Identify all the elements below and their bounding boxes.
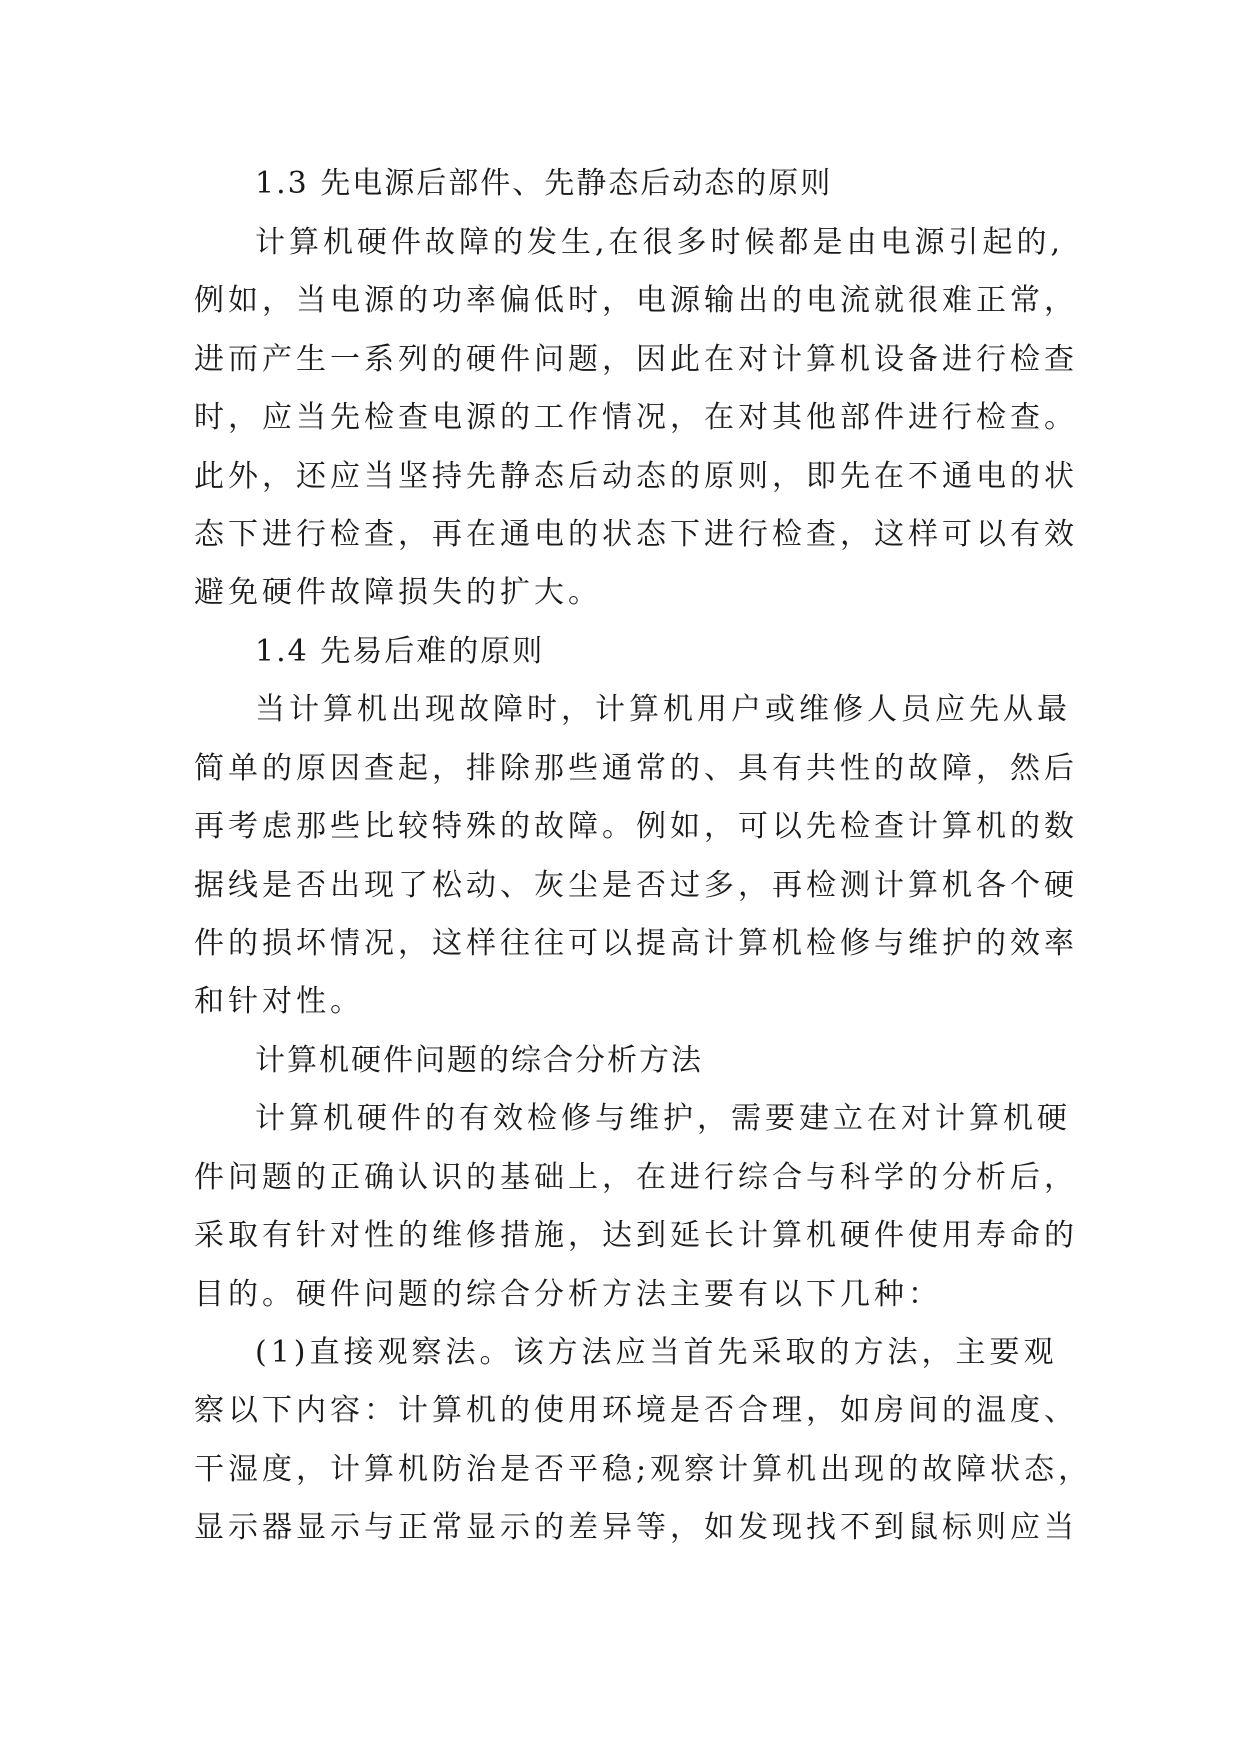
paragraph-line: 避免硬件故障损失的扩大。 xyxy=(194,575,602,610)
paragraph-line: 当计算机出现故障时，计算机用户或维修人员应先从最 xyxy=(255,692,1071,727)
paragraph-line: 此外，还应当坚持先静态后动态的原则，即先在不通电的状 xyxy=(194,459,1078,494)
paragraph-line: 件问题的正确认识的基础上，在进行综合与科学的分析后， xyxy=(194,1160,1078,1195)
section-heading-analysis-methods: 计算机硬件问题的综合分析方法 xyxy=(255,1043,703,1078)
paragraph-line: 件的损坏情况，这样往往可以提高计算机检修与维护的效率 xyxy=(194,926,1078,961)
paragraph-line: 计算机硬件故障的发生,在很多时候都是由电源引起的, xyxy=(255,225,1065,260)
paragraph-line: 再考虑那些比较特殊的故障。例如，可以先检查计算机的数 xyxy=(194,809,1078,844)
paragraph-line: 例如，当电源的功率偏低时，电源输出的电流就很难正常， xyxy=(194,283,1078,318)
paragraph-line: 进而产生一系列的硬件问题，因此在对计算机设备进行检查 xyxy=(194,342,1078,377)
paragraph-line: 据线是否出现了松动、灰尘是否过多，再检测计算机各个硬 xyxy=(194,868,1078,903)
section-heading-1-3: 1.3 先电源后部件、先静态后动态的原则 xyxy=(255,166,833,201)
paragraph-line: 计算机硬件的有效检修与维护，需要建立在对计算机硬 xyxy=(255,1101,1071,1136)
paragraph-line: 目的。硬件问题的综合分析方法主要有以下几种： xyxy=(194,1277,942,1312)
paragraph-line: 干湿度，计算机防治是否平稳;观察计算机出现的故障状态， xyxy=(194,1452,1093,1487)
paragraph-line: 采取有针对性的维修措施，达到延长计算机硬件使用寿命的 xyxy=(194,1218,1078,1253)
paragraph-line: 时，应当先检查电源的工作情况，在对其他部件进行检查。 xyxy=(194,400,1078,435)
paragraph-line: 察以下内容：计算机的使用环境是否合理，如房间的温度、 xyxy=(194,1393,1078,1428)
paragraph-line: (1)直接观察法。该方法应当首先采取的方法，主要观 xyxy=(255,1335,1058,1370)
paragraph-line: 和针对性。 xyxy=(194,984,364,1019)
paragraph-line: 显示器显示与正常显示的差异等，如发现找不到鼠标则应当 xyxy=(194,1510,1078,1545)
paragraph-line: 态下进行检查，再在通电的状态下进行检查，这样可以有效 xyxy=(194,517,1078,552)
paragraph-line: 简单的原因查起，排除那些通常的、具有共性的故障，然后 xyxy=(194,751,1078,786)
section-heading-1-4: 1.4 先易后难的原则 xyxy=(255,634,545,669)
